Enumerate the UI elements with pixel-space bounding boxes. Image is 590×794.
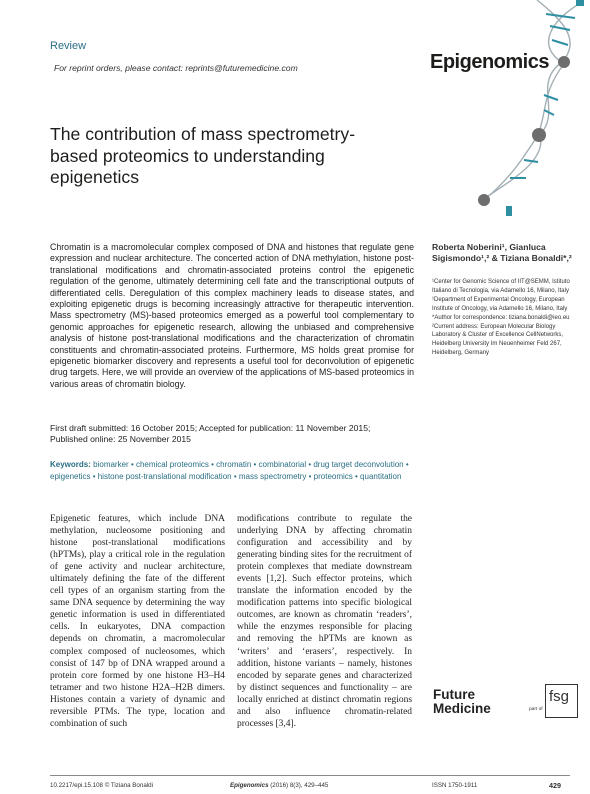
affiliations — [432, 278, 572, 358]
keyword-separator: • — [208, 460, 217, 469]
footer-divider — [50, 775, 570, 776]
keyword-item: chromatin — [216, 460, 252, 469]
keyword-separator: • — [306, 460, 314, 469]
keyword-separator: • — [403, 460, 409, 469]
dna-helix-illustration — [442, 0, 590, 238]
fsg-logo-text: fsg — [549, 688, 570, 705]
footer-citation-detail: (2016) 8(3), 429–445 — [268, 782, 329, 789]
dates-line-2: Published online: 25 November 2015 — [50, 434, 191, 445]
correspondence: *Author for correspondence: tiziana.bonaldi@ieo.eu — [432, 314, 570, 321]
keyword-item: drug target deconvolution — [313, 460, 404, 469]
keyword-list — [50, 460, 409, 481]
publisher-part-of: part of — [529, 707, 543, 712]
keyword-separator: • — [90, 471, 98, 481]
keyword-separator: • — [251, 460, 259, 469]
keyword-separator: • — [306, 471, 314, 481]
keyword-separator: • — [231, 471, 239, 481]
fsg-logo — [545, 684, 578, 718]
page-number: 429 — [549, 781, 561, 790]
article-title: The contribution of mass spectrometry-based proteomics to understanding epigenetics — [50, 124, 356, 187]
keyword-item: epigenetics — [50, 471, 91, 481]
authors: Roberta Noberini¹, Gianluca Sigismondo¹,² & Tiziana Bonaldi*,² — [432, 242, 572, 263]
body-column-1: Epigenetic features, which include DNA methylation, nucleosome positioning and histone post-translational modifications (hPTMs), play a critical role in the regulation of gene activity and nuclear architecture, ultimately defining the fate of the different cell types of an organism starting from the same DNA sequence by determining the way genetic information is used in differentiated cells. In eukaryotes, DNA compaction depends on chromatin, a macromolecular complex composed of nucleosomes, which consist of 147 bp of DNA wrapped around a protein core formed by one histone H3–H4 tetramer and two histone H2A–H2B dimers. Histones contain a variety of dynamic and reversible PTMs. The type, location and combination of such — [50, 514, 225, 729]
keyword-item: biomarker — [93, 460, 129, 469]
dates-line-1: First draft submitted: 16 October 2015; Accepted for publication: 11 November 2015; — [50, 423, 371, 433]
footer-issn: ISSN 1750-1911 — [432, 782, 478, 789]
keyword-item: histone post-translational modification — [97, 471, 232, 481]
journal-logo: Epigenomics — [430, 51, 549, 73]
affiliation-2: ¹Department of Experimental Oncology, European Institute of Oncology, via Adamello 16, Milano, Italy — [432, 296, 568, 312]
publication-dates — [50, 423, 420, 445]
keywords-label: Keywords: — [50, 460, 91, 469]
keyword-item: quantitation — [360, 471, 402, 481]
keyword-item: mass spectrometry — [238, 471, 307, 481]
affiliation-1: ¹Center for Genomic Science of IIT@SEMM, Istituto Italiano di Tecnologia, via Adamello 16, Milano, Italy — [432, 279, 570, 294]
keyword-separator: • — [352, 471, 361, 481]
footer-journal-name: Epigenomics — [230, 782, 269, 789]
publisher-line-1: Future — [433, 687, 475, 702]
publisher-line-2: Medicine — [433, 701, 491, 716]
affiliation-current: ²Current address: European Molecular Biology Laboratory & Cluster of Excellence CellNetworks, Heidelberg University Im Neuenheimer Feld 267, Heidelberg, Germany — [432, 323, 564, 357]
keyword-item: combinatorial — [258, 460, 307, 469]
keyword-item: proteomics — [313, 471, 353, 481]
publisher-logo — [433, 687, 570, 716]
keyword-separator: • — [128, 460, 136, 469]
abstract: Chromatin is a macromolecular complex composed of DNA and histones that regulate gene expression and nuclear architecture. The concerted action of DNA methylation, histone post-translational modifications and chromatin-associated proteins control the epigenetic regulation of the genome, ultimately determining cell fate and the transcriptional outputs of differentiated cells. Deregulation of this complex machinery leads to disease states, and exploiting epigenetic drugs is becoming increasingly attractive for therapeutic intervention. Mass spectrometry (MS)-based proteomics emerged as a powerful tool complementary to genomic approaches for epigenetic research, allowing the unbiased and comprehensive analysis of histone post-translational modifications and the characterization of chromatin constituents and chromatin-associated proteins. Furthermore, MS holds great promise for epigenetic biomarker discovery and represents a useful tool for deconvolution of epigenetic drug targets. Here, we will provide an overview of the applications of MS-based proteomics in various areas of chromatin biology. — [50, 242, 414, 389]
keyword-item: chemical proteomics — [135, 460, 209, 469]
keywords — [50, 459, 418, 482]
footer-citation — [230, 782, 328, 789]
body-column-2: modifications contribute to regulate the underlying DNA by affecting chromatin configuration and accessibility and by generating binding sites for the recruitment of protein complexes that mediate downstream events [1,2]. Such effector proteins, which translate the information encoded by the modification patterns into specific biological outcomes, are known as chromatin ‘readers’, while the enzymes responsible for placing and removing the hPTMs are known as ‘writers’ and ‘erasers’, respectively. In addition, histone variants – namely, histones encoded by separate genes and characterized by distinct sequences and functionality – are locally enriched at distinct chromatin regions and also influence chromatin-related processes [3,4]. — [237, 514, 412, 729]
reprint-note: For reprint orders, please contact: reprints@futuremedicine.com — [54, 63, 298, 73]
footer-doi: 10.2217/epi.15.108 © Tiziana Bonaldi — [50, 782, 153, 789]
section-label: Review — [50, 40, 87, 52]
